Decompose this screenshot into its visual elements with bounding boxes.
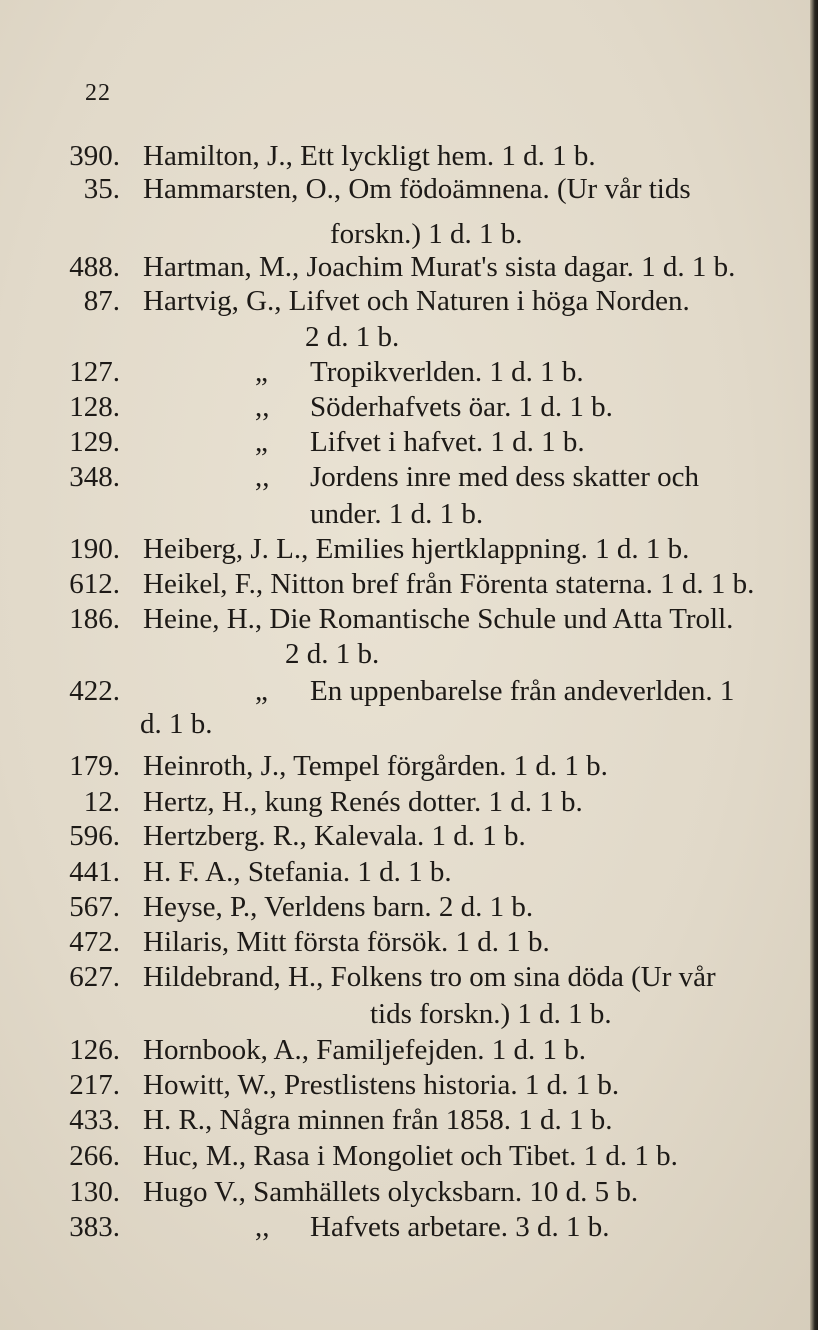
entry-number: 433.	[69, 1104, 120, 1136]
entry-text: Hartman, M., Joachim Murat's sista dagar. 1 d. 1 b.	[143, 251, 736, 283]
entry-number: 179.	[69, 750, 120, 782]
ditto-mark: „	[255, 426, 268, 458]
entry-text: Hammarsten, O., Om födoämnena. (Ur vår tids	[143, 173, 691, 205]
entry-number: 567.	[69, 891, 120, 923]
entry-text: 2 d. 1 b.	[305, 321, 400, 353]
entry-number: 217.	[69, 1069, 120, 1101]
entry-text: Hilaris, Mitt första försök. 1 d. 1 b.	[143, 926, 550, 958]
entry-text: Hertz, H., kung Renés dotter. 1 d. 1 b.	[143, 786, 583, 818]
entry-text: Heiberg, J. L., Emilies hjertklappning. 1 d. 1 b.	[143, 533, 690, 565]
entry-text: Heine, H., Die Romantische Schule und Atta Troll.	[143, 603, 734, 635]
entry-number: 126.	[69, 1034, 120, 1066]
entry-number: 383.	[69, 1211, 120, 1243]
entry-text: Heikel, F., Nitton bref från Förenta staterna. 1 d. 1 b.	[143, 568, 755, 600]
entry-number: 130.	[69, 1176, 120, 1208]
entry-text: Hugo V., Samhällets olycksbarn. 10 d. 5 b.	[143, 1176, 639, 1208]
entry-text: Lifvet i hafvet. 1 d. 1 b.	[310, 426, 585, 458]
entry-text: 2 d. 1 b.	[285, 638, 380, 670]
entry-text: Huc, M., Rasa i Mongoliet och Tibet. 1 d. 1 b.	[143, 1140, 678, 1172]
entry-text: Hafvets arbetare. 3 d. 1 b.	[310, 1211, 610, 1243]
entry-text: Jordens inre med dess skatter och	[310, 461, 699, 493]
entry-text: Söderhafvets öar. 1 d. 1 b.	[310, 391, 613, 423]
ditto-mark: ,,	[255, 461, 270, 493]
entry-text: H. F. A., Stefania. 1 d. 1 b.	[143, 856, 452, 888]
entry-text: Heyse, P., Verldens barn. 2 d. 1 b.	[143, 891, 534, 923]
entry-number: 128.	[69, 391, 120, 423]
entry-number: 596.	[69, 820, 120, 852]
entry-number: 35.	[83, 173, 120, 205]
ditto-mark: ,,	[255, 1211, 270, 1243]
entry-text: Tropikverlden. 1 d. 1 b.	[310, 356, 584, 388]
entry-number: 348.	[69, 461, 120, 493]
entry-number: 422.	[69, 675, 120, 707]
entry-number: 627.	[69, 961, 120, 993]
entry-number: 488.	[69, 251, 120, 283]
entry-number: 129.	[69, 426, 120, 458]
entry-text: forskn.) 1 d. 1 b.	[330, 218, 523, 250]
entry-number: 186.	[69, 603, 120, 635]
entry-number: 441.	[69, 856, 120, 888]
entry-text: Heinroth, J., Tempel förgården. 1 d. 1 b.	[143, 750, 608, 782]
entry-number: 472.	[69, 926, 120, 958]
entry-text: Hartvig, G., Lifvet och Naturen i höga Norden.	[143, 285, 690, 317]
entry-number: 12.	[83, 786, 120, 818]
entry-text: Howitt, W., Prestlistens historia. 1 d. 1 b.	[143, 1069, 620, 1101]
entry-text: Hertzberg. R., Kalevala. 1 d. 1 b.	[143, 820, 526, 852]
entry-text: En uppenbarelse från andeverlden. 1	[310, 675, 735, 707]
entry-number: 87.	[83, 285, 120, 317]
ditto-mark: ,,	[255, 391, 270, 423]
ditto-mark: „	[255, 356, 268, 388]
entry-text: d. 1 b.	[140, 708, 213, 740]
entry-number: 127.	[69, 356, 120, 388]
page-number: 22	[85, 80, 111, 106]
entry-text: under. 1 d. 1 b.	[310, 498, 484, 530]
entry-number: 190.	[69, 533, 120, 565]
entry-text: Hornbook, A., Familjefejden. 1 d. 1 b.	[143, 1034, 587, 1066]
entry-text: H. R., Några minnen från 1858. 1 d. 1 b.	[143, 1104, 613, 1136]
entry-number: 390.	[69, 140, 120, 172]
entry-text: tids forskn.) 1 d. 1 b.	[370, 998, 612, 1030]
page-edge-shadow	[810, 0, 818, 1330]
entry-text: Hildebrand, H., Folkens tro om sina döda (Ur vår	[143, 961, 716, 993]
ditto-mark: „	[255, 675, 268, 707]
entry-number: 266.	[69, 1140, 120, 1172]
entry-number: 612.	[69, 568, 120, 600]
entry-text: Hamilton, J., Ett lyckligt hem. 1 d. 1 b.	[143, 140, 596, 172]
